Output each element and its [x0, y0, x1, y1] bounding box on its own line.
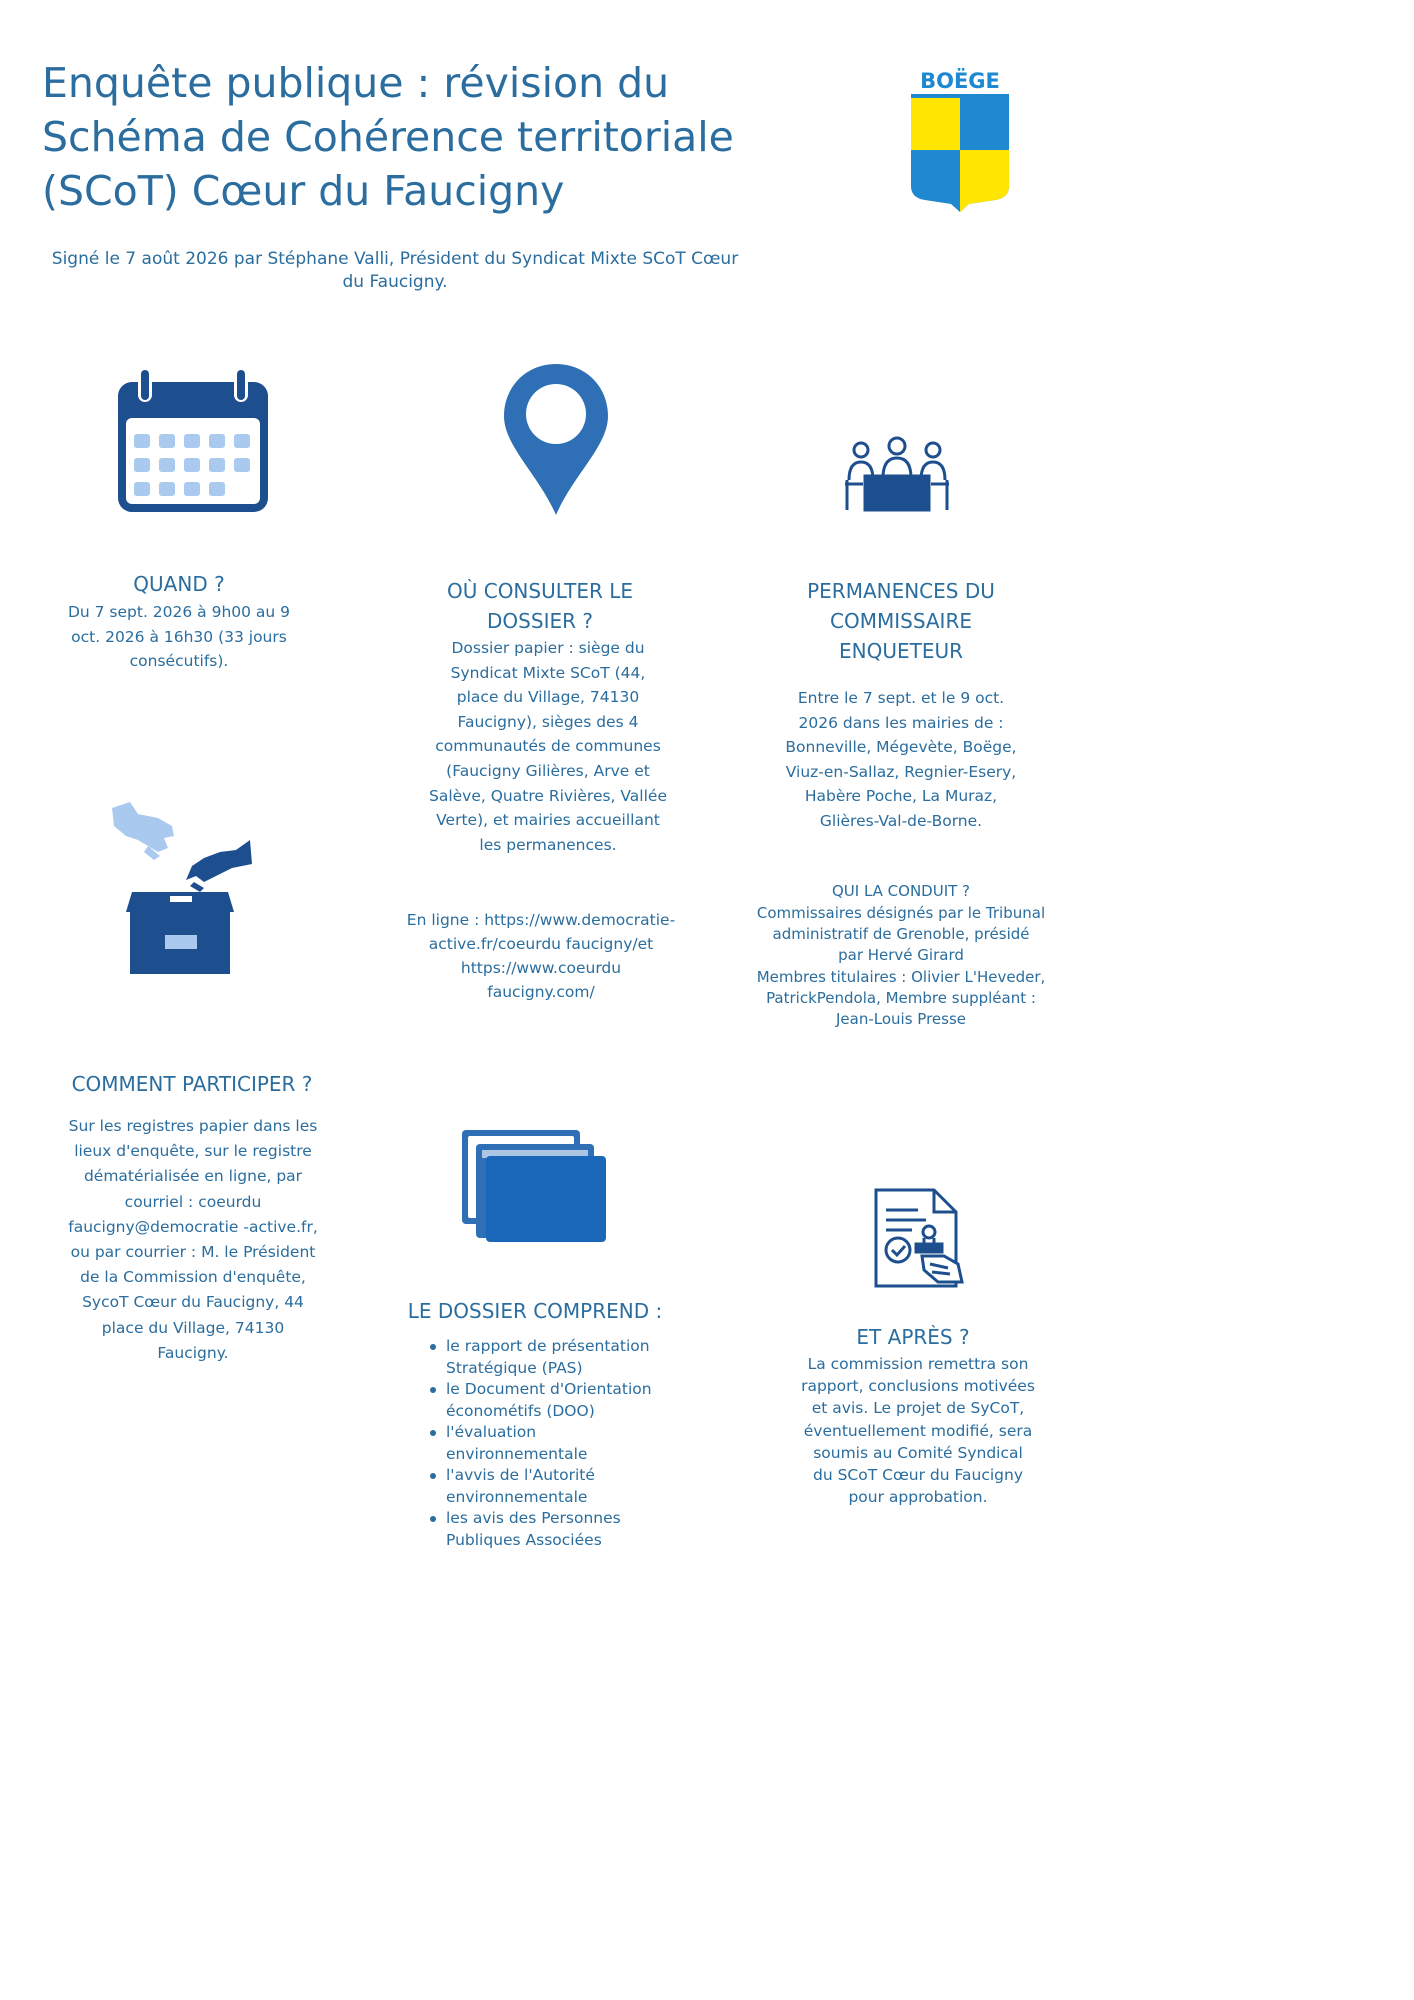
dossier-item: le Document d'Orientation économétifs (DOO) [428, 1379, 688, 1422]
permanences-heading: PERMANENCES DU COMMISSAIRE ENQUETEUR [807, 579, 995, 663]
dossier-list [428, 1336, 688, 1551]
map-pin-icon [502, 362, 610, 517]
apres-text: La commission remettra son rapport, conclusions motivées et avis. Le projet de SyCoT, éventuellement modifié, sera soumis au Comité Syndical du SCoT Cœur du Faucigny pour approbation. [801, 1355, 1035, 1507]
coat-of-arms-icon [905, 66, 1015, 214]
stamped-document-icon [872, 1186, 966, 1290]
dossier-heading: LE DOSSIER COMPREND : [407, 1299, 663, 1323]
conduit-heading: QUI LA CONDUIT ? [831, 882, 971, 900]
consulter-text: Dossier papier : siège du Syndicat Mixte SCoT (44, place du Village, 74130 Faucigny), sièges des 4 communautés de communes (Faucigny Gilières, Arve et Salève, Quatre Rivières, Vallée Verte), et mairies accueillant les permanences. [428, 639, 667, 854]
folder-icon [460, 1126, 608, 1244]
participer-text: Sur les registres papier dans les lieux d'enquête, sur le registre dématérialisée en ligne, par courriel : coeurdu faucigny@democratie -active.fr, ou par courrier : M. le Président de la Commission d'enquête, SycoT Cœur du Faucigny, 44 place du Village, 74130 Faucigny. [68, 1117, 318, 1362]
title-line-2: Schéma de Cohérence territoriale [42, 113, 734, 161]
subtitle: Signé le 7 août 2026 par Stéphane Valli, Président du Syndicat Mixte SCoT Cœur du Faucigny. [51, 249, 739, 292]
dossier-item: le rapport de présentation Stratégique (PAS) [428, 1336, 688, 1379]
dossier-item: les avis des Personnes Publiques Associées [428, 1508, 688, 1551]
quand-text: Du 7 sept. 2026 à 9h00 au 9 oct. 2026 à 16h30 (33 jours consécutifs). [67, 603, 291, 671]
apres-heading: ET APRÈS ? [856, 1325, 970, 1349]
consulter-online: En ligne : https://www.democratie- active.fr/coeurdu faucigny/et https://www.coeurdu faucigny.com/ [406, 911, 676, 1001]
page-title [42, 56, 802, 218]
participer-heading: COMMENT PARTICIPER ? [71, 1072, 313, 1096]
consulter-heading: OÙ CONSULTER LE DOSSIER ? [446, 579, 633, 633]
ballot-box-icon [108, 800, 258, 976]
quand-heading: QUAND ? [133, 572, 225, 596]
meeting-table-icon [843, 436, 951, 514]
boege-logo [905, 66, 1015, 214]
calendar-icon [114, 366, 272, 516]
permanences-text: Entre le 7 sept. et le 9 oct. 2026 dans les mairies de : Bonneville, Mégevète, Boëge, Viuz-en-Sallaz, Regnier-Esery, Habère Poche, La Muraz, Glières-Val-de-Borne. [785, 689, 1017, 830]
conduit-text: Commissaires désignés par le Tribunal administratif de Grenoble, présidé par Hervé Girard Membres titulaires : Olivier L'Heveder, PatrickPendola, Membre suppléant : Jean-Louis Presse [756, 904, 1046, 1029]
title-line-3: (SCoT) Cœur du Faucigny [42, 167, 565, 215]
dossier-item: l'avvis de l'Autorité environnementale [428, 1465, 688, 1508]
title-line-1: Enquête publique : révision du [42, 59, 670, 107]
dossier-item: l'évaluation environnementale [428, 1422, 688, 1465]
svg-text:BOËGE: BOËGE [920, 69, 1000, 93]
